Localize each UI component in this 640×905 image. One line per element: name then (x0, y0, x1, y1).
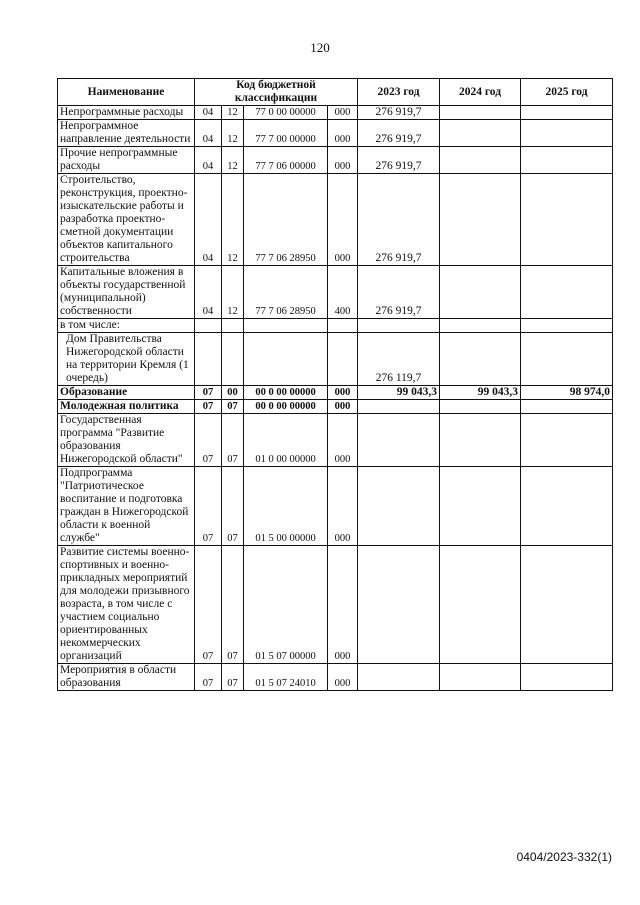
cell-expense-type (328, 333, 358, 386)
cell-2024 (440, 106, 521, 120)
table-row (58, 386, 613, 400)
cell-2024 (440, 333, 521, 386)
cell-2023 (358, 467, 440, 546)
cell-subsection: 12 (222, 174, 244, 266)
page-number: 120 (310, 40, 330, 55)
cell-name: Мероприятия в области образования (58, 664, 195, 691)
cell-2024 (440, 319, 521, 333)
cell-2025: 98 974,0 (521, 386, 613, 400)
cell-expense-type: 000 (328, 386, 358, 400)
cell-expense-type: 000 (328, 174, 358, 266)
header-2024: 2024 год (440, 79, 521, 106)
cell-section: 07 (195, 386, 222, 400)
cell-2025 (521, 546, 613, 664)
cell-subsection: 07 (222, 467, 244, 546)
cell-target-article: 01 5 07 24010 (244, 664, 328, 691)
cell-name: Строительство, реконструкция, проектно-изыскательские работы и разработка проектно-сметной документации объектов капитального строительства (58, 174, 195, 266)
cell-name: Молодежная политика (58, 400, 195, 414)
cell-name: Дом Правительства Нижегородской области на территории Кремля (1 очередь) (58, 333, 195, 386)
cell-target-article: 00 0 00 00000 (244, 386, 328, 400)
cell-name: в том числе: (58, 319, 195, 333)
cell-2025 (521, 106, 613, 120)
budget-table (57, 78, 613, 691)
cell-subsection: 07 (222, 664, 244, 691)
cell-2024 (440, 664, 521, 691)
cell-2025 (521, 333, 613, 386)
cell-2023 (358, 546, 440, 664)
cell-subsection: 12 (222, 106, 244, 120)
table-body (58, 106, 613, 691)
cell-2023: 276 919,7 (358, 106, 440, 120)
cell-section: 04 (195, 174, 222, 266)
cell-2024 (440, 414, 521, 467)
cell-2023: 276 919,7 (358, 147, 440, 174)
cell-2025 (521, 147, 613, 174)
cell-section (195, 319, 222, 333)
cell-2023: 276 119,7 (358, 333, 440, 386)
cell-section: 04 (195, 120, 222, 147)
cell-subsection (222, 319, 244, 333)
cell-2025 (521, 664, 613, 691)
cell-target-article: 77 0 00 00000 (244, 106, 328, 120)
cell-target-article: 77 7 06 28950 (244, 266, 328, 319)
cell-section: 07 (195, 414, 222, 467)
table-row (58, 147, 613, 174)
cell-2024 (440, 120, 521, 147)
cell-2023: 276 919,7 (358, 174, 440, 266)
cell-expense-type: 000 (328, 120, 358, 147)
cell-target-article: 77 7 00 00000 (244, 120, 328, 147)
document-code: 0404/2023-332(1) (516, 850, 612, 864)
cell-subsection: 12 (222, 266, 244, 319)
table-row (58, 467, 613, 546)
cell-expense-type: 000 (328, 106, 358, 120)
cell-expense-type: 000 (328, 414, 358, 467)
cell-name: Непрограммные расходы (58, 106, 195, 120)
cell-2023 (358, 664, 440, 691)
cell-name: Прочие непрограммные расходы (58, 147, 195, 174)
cell-target-article (244, 333, 328, 386)
header-code: Код бюджетной классификации (195, 79, 358, 106)
cell-2023 (358, 414, 440, 467)
cell-section: 07 (195, 467, 222, 546)
cell-subsection: 07 (222, 400, 244, 414)
cell-section (195, 333, 222, 386)
table-row (58, 266, 613, 319)
cell-target-article: 01 0 00 00000 (244, 414, 328, 467)
cell-section: 04 (195, 147, 222, 174)
cell-subsection (222, 333, 244, 386)
header-row (58, 79, 613, 106)
cell-2025 (521, 467, 613, 546)
cell-subsection: 12 (222, 147, 244, 174)
cell-expense-type (328, 319, 358, 333)
cell-expense-type: 000 (328, 147, 358, 174)
cell-expense-type: 000 (328, 400, 358, 414)
cell-2024 (440, 266, 521, 319)
cell-subsection: 07 (222, 546, 244, 664)
cell-2025 (521, 319, 613, 333)
cell-2023 (358, 400, 440, 414)
cell-name: Непрограммное направление деятельности (58, 120, 195, 147)
cell-target-article: 77 7 06 28950 (244, 174, 328, 266)
table-row (58, 319, 613, 333)
cell-2024 (440, 467, 521, 546)
table-row (58, 414, 613, 467)
cell-name: Развитие системы военно-спортивных и военно-прикладных мероприятий для молодежи призывного возраста, в том числе с участием социально ориентированных некоммерческих организаций (58, 546, 195, 664)
cell-section: 07 (195, 664, 222, 691)
table-row (58, 333, 613, 386)
cell-2023 (358, 319, 440, 333)
cell-expense-type: 000 (328, 467, 358, 546)
cell-2025 (521, 174, 613, 266)
table-row (58, 664, 613, 691)
cell-subsection: 12 (222, 120, 244, 147)
cell-2024: 99 043,3 (440, 386, 521, 400)
cell-name: Государственная программа "Развитие образования Нижегородской области" (58, 414, 195, 467)
cell-expense-type: 000 (328, 546, 358, 664)
cell-section: 07 (195, 546, 222, 664)
cell-target-article: 01 5 00 00000 (244, 467, 328, 546)
header-2023: 2023 год (358, 79, 440, 106)
cell-section: 07 (195, 400, 222, 414)
cell-name: Капитальные вложения в объекты государственной (муниципальной) собственности (58, 266, 195, 319)
cell-2023: 99 043,3 (358, 386, 440, 400)
cell-expense-type: 400 (328, 266, 358, 319)
cell-target-article: 01 5 07 00000 (244, 546, 328, 664)
header-name: Наименование (58, 79, 195, 106)
cell-2024 (440, 400, 521, 414)
cell-2023: 276 919,7 (358, 120, 440, 147)
cell-name: Образование (58, 386, 195, 400)
cell-target-article: 77 7 06 00000 (244, 147, 328, 174)
table-row (58, 106, 613, 120)
cell-target-article: 00 0 00 00000 (244, 400, 328, 414)
cell-subsection: 07 (222, 414, 244, 467)
cell-2025 (521, 266, 613, 319)
cell-section: 04 (195, 106, 222, 120)
table-row (58, 174, 613, 266)
cell-expense-type: 000 (328, 664, 358, 691)
table-row (58, 400, 613, 414)
table-row (58, 120, 613, 147)
cell-2025 (521, 414, 613, 467)
cell-target-article (244, 319, 328, 333)
table-row (58, 546, 613, 664)
header-2025: 2025 год (521, 79, 613, 106)
cell-2024 (440, 546, 521, 664)
cell-subsection: 00 (222, 386, 244, 400)
cell-2025 (521, 400, 613, 414)
cell-2024 (440, 147, 521, 174)
cell-2024 (440, 174, 521, 266)
cell-section: 04 (195, 266, 222, 319)
cell-name: Подпрограмма "Патриотическое воспитание и подготовка граждан в Нижегородской области к военной службе" (58, 467, 195, 546)
cell-2025 (521, 120, 613, 147)
cell-2023: 276 919,7 (358, 266, 440, 319)
